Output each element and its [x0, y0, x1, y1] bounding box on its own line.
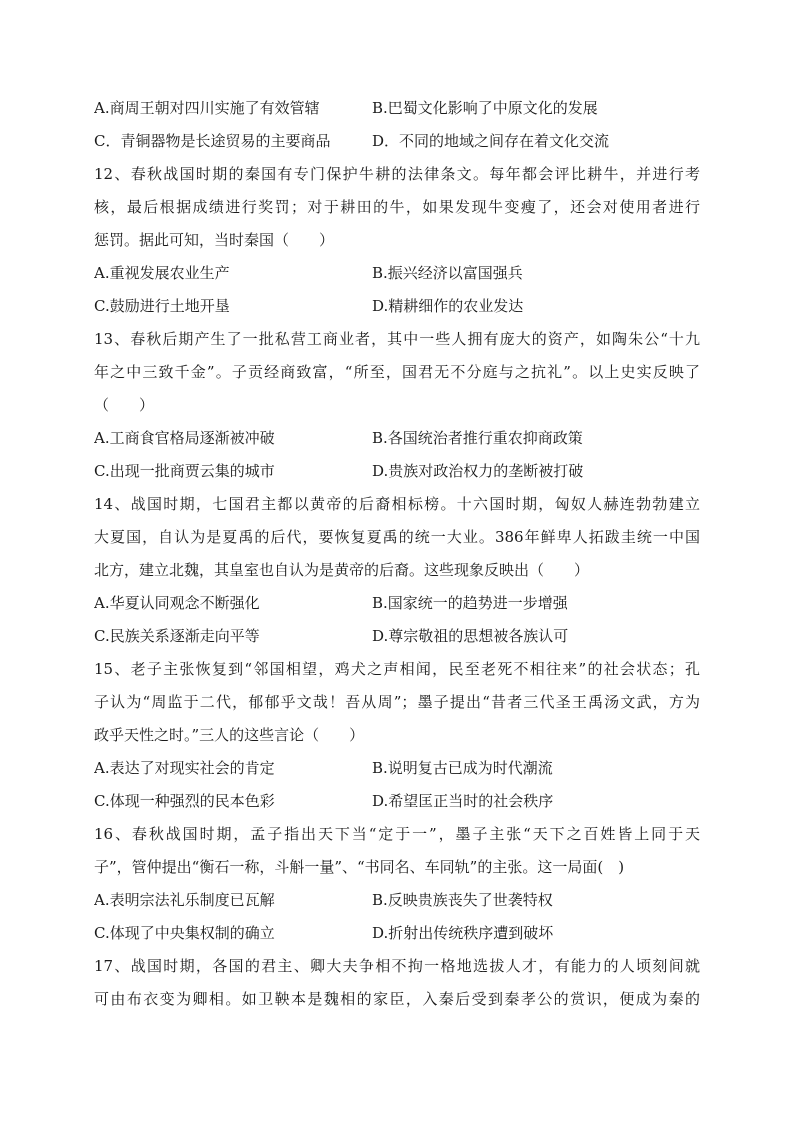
option-row: [94, 620, 700, 653]
question-stem-line: 13、春秋后期产生了一批私营工商业者，其中一些人拥有庞大的资产，如陶朱公“十九: [94, 330, 700, 348]
question-stem-line: 核，最后根据成绩进行奖罚；对于耕田的牛，如果发现牛变瘦了，还会对使用者进行: [94, 198, 700, 216]
question-stem-line: 15、老子主张恢复到“邻国相望，鸡犬之声相闻，民至老死不相往来”的社会状态；孔: [94, 660, 700, 678]
option-row: [94, 257, 700, 290]
option-c[interactable]: C．青铜器物是长途贸易的主要商品: [94, 132, 331, 150]
option-c[interactable]: C.体现一种强烈的民本色彩: [94, 792, 275, 810]
option-row: [94, 587, 700, 620]
question-12: [94, 158, 700, 323]
option-a[interactable]: A.华夏认同观念不断强化: [94, 594, 260, 612]
option-a[interactable]: A.商周王朝对四川实施了有效管辖: [94, 99, 320, 117]
option-b[interactable]: B.巴蜀文化影响了中原文化的发展: [372, 99, 598, 117]
question-stem-line: 16、春秋战国时期，孟子指出天下当“定于一”，墨子主张“天下之百姓皆上同于天: [94, 825, 700, 843]
question-stem-line: 子”，管仲提出“衡石一称，斗斛一量”、“书同名、车同轨”的主张。这一局面( ): [94, 858, 625, 876]
option-row: [94, 752, 700, 785]
question-stem-line: 北方，建立北魏，其皇室也自认为是黄帝的后裔。这些现象反映出（ ）: [94, 561, 590, 579]
question-15: [94, 653, 700, 818]
option-row: [94, 884, 700, 917]
option-b[interactable]: B.国家统一的趋势进一步增强: [372, 594, 568, 612]
option-d[interactable]: D.希望匡正当时的社会秩序: [372, 792, 554, 810]
option-c[interactable]: C.民族关系逐渐走向平等: [94, 627, 260, 645]
option-c[interactable]: C.出现一批商贾云集的城市: [94, 462, 275, 480]
option-d[interactable]: D.尊宗敬祖的思想被各族认可: [372, 627, 569, 645]
question-17: [94, 950, 700, 1016]
question-stem-line: 政乎天性之时。”三人的这些言论（ ）: [94, 726, 365, 744]
option-a[interactable]: A.工商食官格局逐渐被冲破: [94, 429, 275, 447]
question-13: [94, 323, 700, 488]
option-row: [94, 422, 700, 455]
option-row: [94, 290, 700, 323]
question-stem-line: 17、战国时期，各国的君主、卿大夫争相不拘一格地选拔人才，有能力的人顷刻间就: [94, 957, 700, 975]
option-row: [94, 92, 700, 125]
question-stem-line: 子认为“周监于二代，郁郁乎文哉！吾从周”；墨子提出“昔者三代圣王禹汤文武，方为: [94, 693, 700, 711]
option-row: [94, 125, 700, 158]
question-list: [94, 92, 700, 1016]
question-stem-line: 12、春秋战国时期的秦国有专门保护牛耕的法律条文。每年都会评比耕牛，并进行考: [94, 165, 700, 183]
question-stem-line: （ ）: [94, 396, 155, 414]
question-stem-line: 大夏国，自认为是夏禹的后代，要恢复夏禹的统一大业。386年鲜卑人拓跋圭统一中国: [94, 528, 700, 546]
option-b[interactable]: B.说明复古已成为时代潮流: [372, 759, 553, 777]
option-a[interactable]: A.表明宗法礼乐制度已瓦解: [94, 891, 275, 909]
option-c[interactable]: C.体现了中央集权制的确立: [94, 924, 275, 942]
option-d[interactable]: D．不同的地域之间存在着文化交流: [372, 132, 610, 150]
option-row: [94, 455, 700, 488]
question-16: [94, 818, 700, 950]
question-stem-line: 年之中三致千金”。子贡经商致富，“所至，国君无不分庭与之抗礼”。以上史实反映了: [94, 363, 700, 381]
option-d[interactable]: D.折射出传统秩序遭到破坏: [372, 924, 554, 942]
option-d[interactable]: D.贵族对政治权力的垄断被打破: [372, 462, 584, 480]
option-a[interactable]: A.重视发展农业生产: [94, 264, 230, 282]
option-row: [94, 917, 700, 950]
option-b[interactable]: B.反映贵族丧失了世袭特权: [372, 891, 553, 909]
question-14: [94, 488, 700, 653]
option-a[interactable]: A.表达了对现实社会的肯定: [94, 759, 275, 777]
option-row: [94, 785, 700, 818]
option-d[interactable]: D.精耕细作的农业发达: [372, 297, 524, 315]
question-stem-line: 可由布衣变为卿相。如卫鞅本是魏相的家臣，入秦后受到秦孝公的赏识，便成为秦的: [94, 990, 700, 1008]
question-11: [94, 92, 700, 158]
option-b[interactable]: B.各国统治者推行重农抑商政策: [372, 429, 583, 447]
option-c[interactable]: C.鼓励进行土地开垦: [94, 297, 230, 315]
question-stem-line: 惩罚。据此可知，当时秦国（ ）: [94, 231, 335, 249]
option-b[interactable]: B.振兴经济以富国强兵: [372, 264, 523, 282]
question-stem-line: 14、战国时期，七国君主都以黄帝的后裔相标榜。十六国时期，匈奴人赫连勃勃建立: [94, 495, 700, 513]
